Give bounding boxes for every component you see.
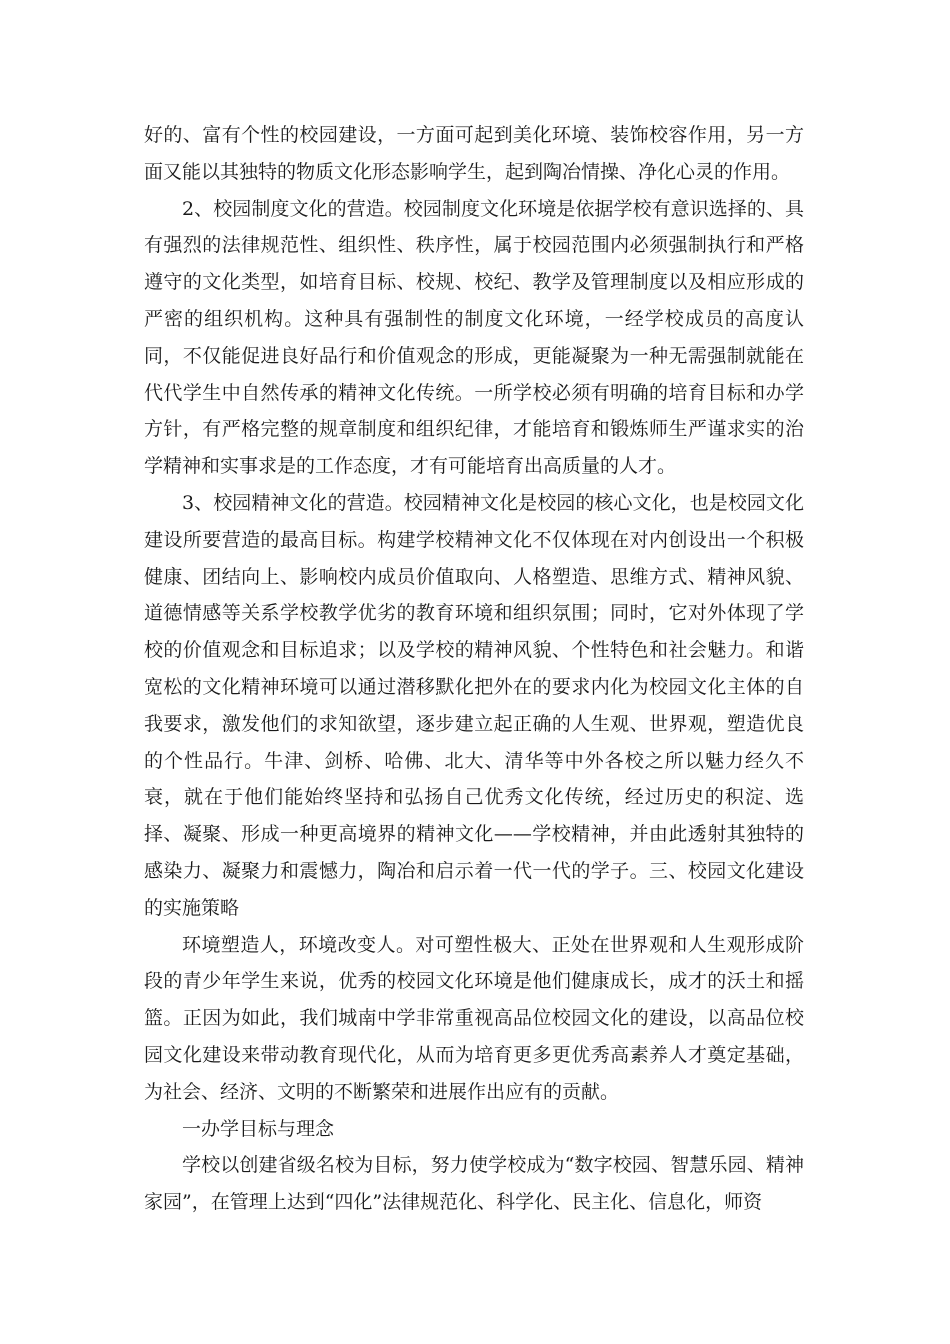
paragraph-continuation: 好的、富有个性的校园建设，一方面可起到美化环境、装饰校容作用，另一方面又能以其独特的物质文化形态影响学生，起到陶冶情操、净化心灵的作用。: [144, 124, 804, 183]
paragraph-environment: 环境塑造人，环境改变人。对可塑性极大、正处在世界观和人生观形成阶段的青少年学生来说，优秀的校园文化环境是他们健康成长，成才的沃土和摇篮。正因为如此，我们城南中学非常重视高品位校园文化的建设，以高品位校园文化建设来带动教育现代化，从而为培育更多更优秀高素养人才奠定基础，为社会、经济、文明的不断繁荣和进展作出应有的贡献。: [144, 933, 804, 1103]
section-heading-school-goals: 一办学目标与理念: [182, 1117, 335, 1140]
paragraph-spiritual-culture: 3、校园精神文化的营造。校园精神文化是校园的核心文化，也是校园文化建设所要营造的最高目标。构建学校精神文化不仅体现在对内创设出一个积极健康、团结向上、影响校内成员价值取向、人格塑造、思维方式、精神风貌、道德情感等关系学校教学优劣的教育环境和组织氛围；同时，它对外体现了学校的价值观念和目标追求；以及学校的精神风貌、个性特色和社会魅力。和谐宽松的文化精神环境可以通过潜移默化把外在的要求内化为校园文化主体的自我要求，激发他们的求知欲望，逐步建立起正确的人生观、世界观，塑造优良的个性品行。牛津、剑桥、哈佛、北大、清华等中外各校之所以魅力经久不衰，就在于他们能始终坚持和弘扬自己优秀文化传统，经过历史的积淀、选择、凝聚、形成一种更高境界的精神文化——学校精神，并由此透射其独特的感染力、凝聚力和震憾力，陶冶和启示着一代一代的学子。三、校园文化建设的实施策略: [144, 491, 804, 919]
paragraph-institutional-culture: 2、校园制度文化的营造。校园制度文化环境是依据学校有意识选择的、具有强烈的法律规范性、组织性、秩序性，属于校园范围内必须强制执行和严格遵守的文化类型，如培育目标、校规、校纪、教学及管理制度以及相应形成的严密的组织机构。这种具有强制性的制度文化环境，一经学校成员的高度认同，不仅能促进良好品行和价值观念的形成，更能凝聚为一种无需强制就能在代代学生中自然传承的精神文化传统。一所学校必须有明确的培育目标和办学方针，有严格完整的规章制度和组织纪律，才能培育和锻炼师生严谨求实的治学精神和实事求是的工作态度，才有可能培育出高质量的人才。: [144, 197, 804, 478]
document-body: [144, 117, 804, 1221]
paragraph-school-goals: 学校以创建省级名校为目标，努力使学校成为“数字校园、智慧乐园、精神家园”，在管理上达到“四化”法律规范化、科学化、民主化、信息化，师资: [144, 1154, 804, 1214]
